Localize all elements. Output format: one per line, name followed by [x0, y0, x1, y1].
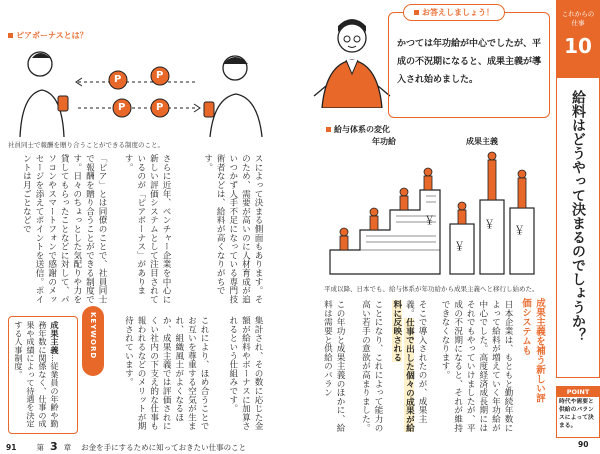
question-tab [556, 78, 600, 378]
point-box [556, 386, 600, 438]
right-body-col3: ことになり、これによって能力の高い若手の意欲が高まりました。 [360, 300, 383, 432]
left-body-col4: 集計され、その数に応じた金額が給料やボーナスに加算されるという仕組みです。 [227, 316, 263, 431]
footer-chapter-suffix: 章 [63, 443, 72, 452]
salary-section-title: 給与体系の変化 [326, 124, 390, 135]
coin-label: P [156, 70, 164, 81]
point-label: POINT [557, 387, 599, 397]
tab-top-label: これからの仕事 [561, 10, 595, 27]
left-section-title: ピアボーナスとは？ [8, 30, 88, 41]
illustration-caption: 社員同士で報酬を贈り合うことができる制度のこと。 [8, 141, 164, 149]
label-seika: 成果主義 [466, 137, 498, 146]
chapter-tab [556, 0, 600, 78]
answer-person-illustration [312, 8, 392, 108]
square-bullet-icon [414, 10, 419, 15]
coin-label: P [156, 102, 164, 113]
square-bullet-icon [326, 127, 331, 132]
right-body-col1: 日本企業は、もともと勤続年数によって給料が増えていく年功給が中心でした。高度経済成長期にはそれでもやっていけましたが、平成の不況期になると、それが維持できなくなります。 [440, 300, 513, 432]
footer-chapter-number: 3 [49, 440, 58, 453]
peer-bonus-illustration [10, 42, 290, 137]
left-body-col3: 「ピア」とは同僚のことで、社員同士で報酬を贈り合うことができる制度です。日々のちょっとした気配りや力を貸してもらったことなどに対して、パソコンやスマートフォンで感謝のメッセージを添えてポイントを送信。ポイントは月ごとなどで [21, 154, 107, 304]
footer-title: お金を手にするために知っておきたい仕事のこと [81, 443, 247, 452]
yen-icon: ￥ [424, 214, 435, 227]
label-nenko: 年功給 [372, 137, 396, 146]
left-body-col2: さらに近年、ベンチャー企業を中心に新しい評価システムとして注目されているのが「ピアボーナス」があります。 [123, 154, 171, 304]
keyword-box [8, 316, 78, 434]
tab-number: 10 [564, 34, 592, 58]
left-footer [6, 440, 246, 453]
left-body-col1: スによって決まる側面もあります。そのため、需要が高いのに人材育成が追いつかず人手不足になっている専門技術者などは、給料が高くなりがちです。 [202, 154, 263, 304]
point-text: 時代や需要と供給のバランスによって決まる。 [559, 399, 594, 429]
right-body-col4: この年功と成果主義のほかに、給料は需要と供給のバラン [322, 300, 345, 432]
answer-text: かつては年功給が中心でしたが、平成の不況期になると、成果主義が導入され始めました。 [397, 39, 542, 85]
footer-chapter-prefix: 第 [36, 443, 44, 452]
left-page-number: 91 [6, 443, 17, 452]
yen-icon: ￥ [514, 224, 525, 237]
keyword-badge [82, 306, 104, 376]
right-body-col2: そこで導入されたのが、成果主義。仕事で出した個々の成果が給料に反映される [391, 300, 427, 433]
diagram-caption: 平成以降、日本でも、給与体系が年功給から成果主義へと移行し始めた。 [324, 285, 539, 293]
coin-label: P [118, 102, 126, 113]
coin-label: P [114, 74, 122, 85]
yen-icon: ￥ [454, 240, 465, 253]
keyword-text: …従業員の年齢や勤務年数に関係なく、仕事の成果や成績によって待遇を決定する人事制度。 [14, 321, 60, 428]
answer-label-badge [403, 4, 505, 21]
right-page-number: 90 [578, 440, 589, 449]
answer-box [388, 8, 550, 118]
question-text: 給料はどうやって決まるのでしょうか？ [570, 90, 586, 342]
keyword-label: KEYWORD [89, 312, 97, 360]
answer-label: お答えしましょう！ [422, 8, 494, 17]
keyword-term: 成果主義 [50, 321, 60, 354]
square-bullet-icon [8, 33, 13, 38]
highlight-text: 仕事で出した個々の成果が給料に反映される [391, 300, 415, 433]
side-heading: 成果主義を補う新しい評価システムも [520, 298, 545, 403]
left-body-col5: これにより、ほめ合うことでお互いを尊重する空気が生まれ、組織風土がよくなるほか、成果主義では評価されにくい社内の下支え的な仕事も報われるなどのメリットが期待されています。 [123, 316, 209, 431]
yen-icon: ￥ [484, 218, 495, 231]
